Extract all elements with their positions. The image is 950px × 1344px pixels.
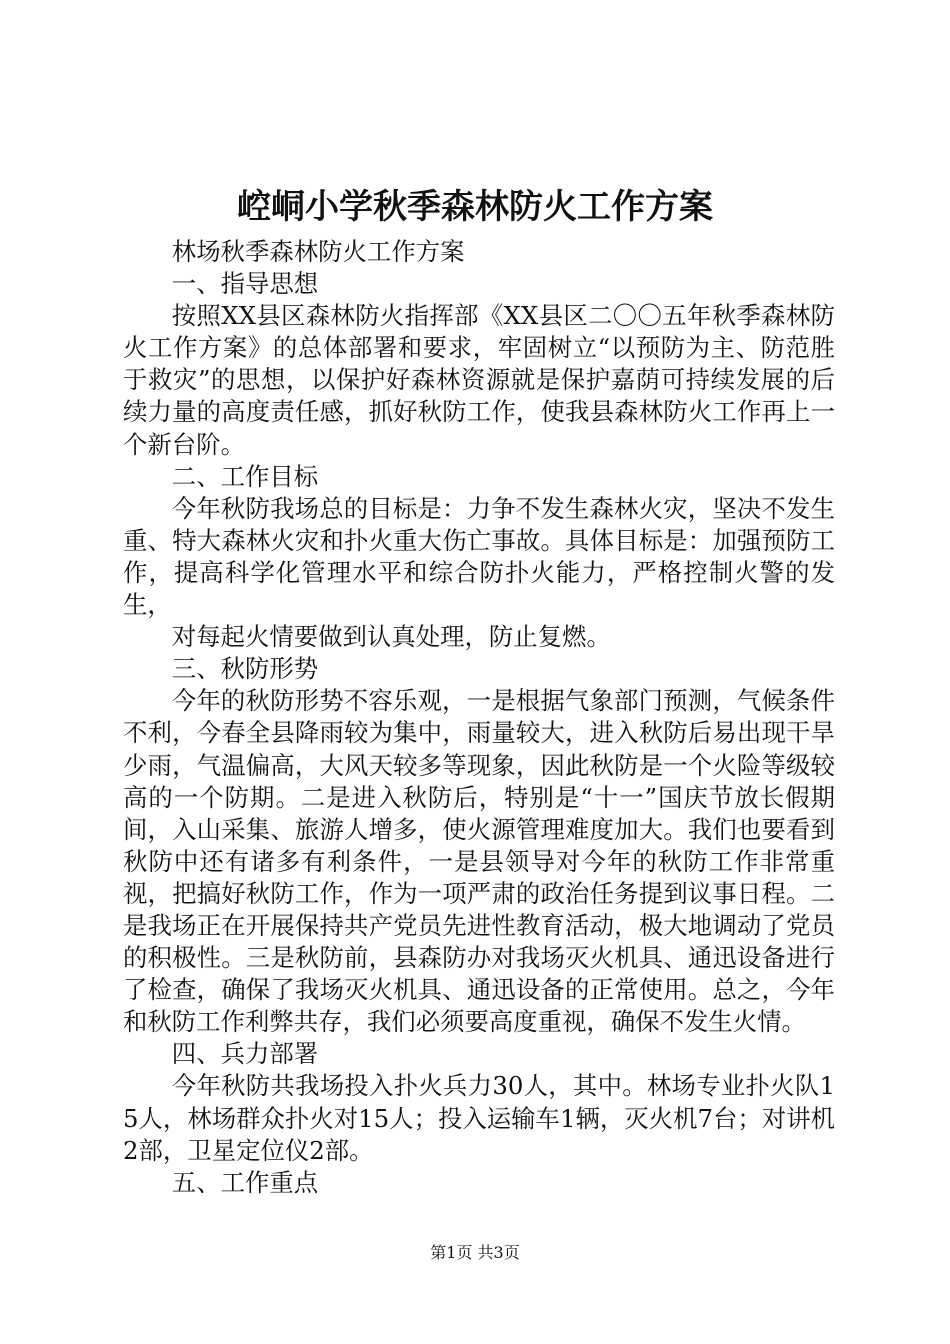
heading-work-focus: 五、工作重点 [171,1167,319,1197]
paragraph-work-goals-continued: 对每起火情要做到认真处理，防止复燃。 [171,622,611,652]
document-title: 崆峒小学秋季森林防火工作方案 [237,187,713,227]
paragraph-subtitle: 林场秋季森林防火工作方案 [171,237,465,266]
heading-force-deployment: 四、兵力部署 [171,1039,319,1069]
heading-work-goals: 二、工作目标 [171,461,319,491]
paragraph-force-deployment: 今年秋防共我场投入扑火兵力30人，其中。林场专业扑火队15人，林场群众扑火对15人；投入运输车1辆，灭火机7台；对讲机2部，卫星定位仪2部。 [123,1071,835,1165]
heading-guiding-ideology: 一、指导思想 [171,269,319,299]
document-body [123,236,835,1199]
paragraph-guiding-ideology: 按照XX县区森林防火指挥部《XX县区二〇〇五年秋季森林防火工作方案》的总体部署和要求，牢固树立“以预防为主、防范胜于救灾”的思想，以保护好森林资源就是保护嘉荫可持续发展的后续力量的高度责任感，抓好秋防工作，使我县森林防火工作再上一个新台阶。 [123,301,835,459]
heading-autumn-situation: 三、秋防形势 [171,654,319,684]
paragraph-autumn-situation: 今年的秋防形势不容乐观，一是根据气象部门预测，气候条件不利，今春全县降雨较为集中，雨量较大，进入秋防后易出现干旱少雨，气温偏高，大风天较多等现象，因此秋防是一个火险等级较高的一个防期。二是进入秋防后，特别是“十一”国庆节放长假期间，入山采集、旅游人增多，使火源管理难度加大。我们也要看到秋防中还有诸多有利条件，一是县领导对今年的秋防工作非常重视，把搞好秋防工作，作为一项严肃的政治任务提到议事日程。二是我场正在开展保持共产党员先进性教育活动，极大地调动了党员的积极性。三是秋防前，县森防办对我场灭火机具、通迅设备进行了检查，确保了我场灭火机具、通迅设备的正常使用。总之，今年和秋防工作利弊共存，我们必须要高度重视，确保不发生火情。 [123,686,835,1037]
paragraph-work-goals: 今年秋防我场总的目标是：力争不发生森林火灾，坚决不发生重、特大森林火灾和扑火重大伤亡事故。具体目标是：加强预防工作，提高科学化管理水平和综合防扑火能力，严格控制火警的发生， [123,493,835,620]
page-footer: 第1页 共3页 [430,1243,520,1262]
